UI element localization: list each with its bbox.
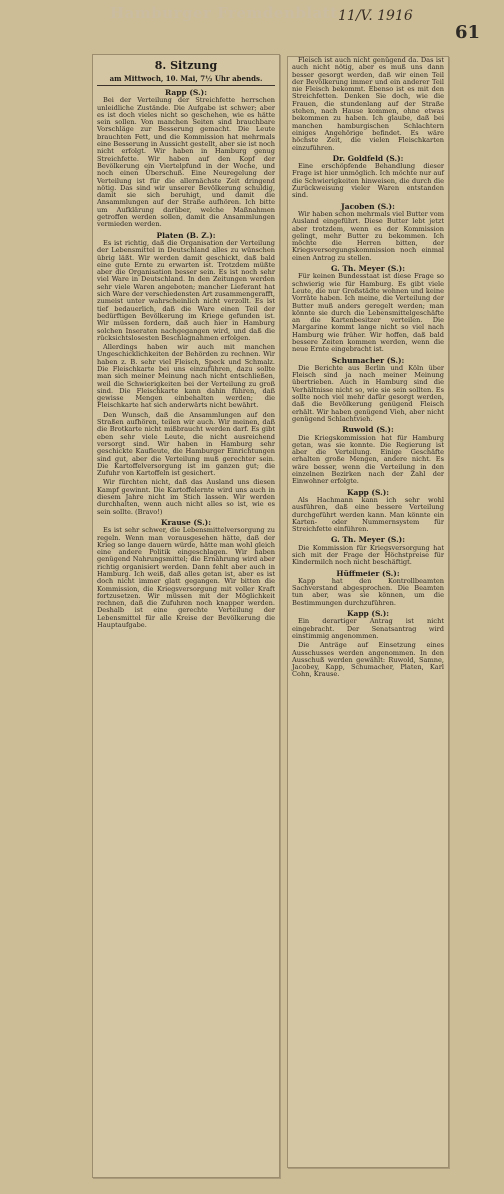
speech-paragraph: Wir fürchten nicht, daß das Ausland uns diesen Kampf gewinnt. Die Kartoffelernte wird uns auch in diesem Jahre nicht im Stich lassen. Wir werden durchhalten, wenn auch nicht alles so ist, wie es sein sollte. (Bravo!)	[97, 478, 275, 516]
speech-paragraph: Es ist richtig, daß die Organisation der Verteilung der Lebensmittel in Deutschland alles zu wünschen übrig läßt. Wir werden damit geschickt, daß bald eine gute Ernte zu erwarten ist. Trotzdem müßte aber die Organisation besser sein. Es ist noch sehr viel Ware in Deutschland. In den Zeitungen werden sehr viele Waren angeboten; mancher Lieferant hat sich Ware der verschiedensten Art zusammengerafft, zumeist unter wahrscheinlich nicht verzollt. Es ist tief bedauerlich, daß die Ware einen Teil der bedürftigen Bevölkerung im Kriege gefunden ist. Wir müssen fordern, daß auch hier in Hamburg solchen Inseraten nachgegangen wird, und daß die rücksichtslosesten Beschlagnahmen erfolgen.	[97, 238, 275, 342]
speech-paragraph: Als Hachmann kann ich sehr wohl ausführen, daß eine bessere Verteilung durchgeführt werden kann. Man könnte ein Karten- oder Nummernsystem für Streichfette einführen.	[292, 495, 444, 534]
speaker-name: Jacoben (S.):	[341, 201, 395, 211]
speaker-name: Ruwold (S.):	[342, 425, 394, 435]
speech-paragraph: Kapp hat den Kontrollbeamten Sachverstand abgesprochen. Die Beamten tun aber, was sie können, um die Bestimmungen durchzuführen.	[292, 576, 444, 607]
session-subtitle: am Mittwoch, 10. Mai, 7½ Uhr abends.	[97, 74, 275, 86]
speaker-name: Hüffmeier (S.):	[336, 568, 400, 578]
session-title: 8. Sitzung	[154, 59, 218, 72]
speaker-name: G. Th. Meyer (S.):	[330, 264, 405, 274]
speech-paragraph: Allerdings haben wir auch mit manchen Ungeschicklichkeiten der Behörden zu rechnen. Wir haben z. B. sehr viel Fleisch, Speck und Schmalz. Die Fleischkarte bei uns einzuführen, dazu sollte man sich meiner Meinung nach nicht entschließen, weil die Schwierigkeiten bei der Verteilung zu groß sind. Die Fleischkarte kann dahin führen, daß gewisse Mengen einbehalten werden; die Fleischkarte hat sich anderwärts nicht bewährt.	[97, 343, 275, 410]
speaker-name: Krause (S.):	[160, 517, 211, 527]
speech-paragraph: Die Anträge auf Einsetzung eines Ausschusses werden angenommen. In den Ausschuß werden gewählt: Ruwold, Samne, Jacobey, Kapp, Schumacher, Platen, Karl Cohn, Krause.	[292, 641, 444, 679]
speaker-name: Kapp (S.):	[346, 487, 390, 497]
speech-paragraph: Wir haben schon mehrmals viel Butter vom Ausland eingeführt. Diese Butter lebt jetzt aber trotzdem, wenn es der Kommission gelingt, mehr Butter zu bekommen. Ich möchte die Herren bitten, der Kriegsversorgungskommission noch einmal einen Antrag zu stellen.	[292, 209, 444, 262]
clipping-left	[92, 54, 280, 1178]
speaker-name: Schumacher (S.):	[331, 355, 405, 365]
clipping-right	[287, 56, 449, 1168]
speech-paragraph: Die Kriegskommission hat für Hamburg getan, was sie konnte. Die Regierung ist aber die Verteilung. Einige Geschäfte erhalten große Mengen, andere nicht. Es wäre besser, wenn die Verteilung in den einzelnen Bezirken nach der Zahl der Einwohner erfolgte.	[292, 433, 444, 486]
right-column-body	[288, 57, 448, 679]
speaker-name: Kapp (S.):	[346, 609, 390, 619]
speaker-name: Rapp (S.):	[165, 88, 207, 97]
speech-paragraph: Bei der Verteilung der Streichfette herrschen unleidliche Zustände. Die Aufgabe ist schwer; aber es ist doch vieles nicht so geschehen, wie es hätte sein sollen. Von manchen Seiten sind brauchbare Vorschläge zur Besserung gemacht. Die Leute brauchten Fett, und die Kommission hat mehrmals eine Besserung in Aussicht gestellt, aber sie ist noch nicht erfolgt. Wir haben in Hamburg genug Streichfette. Wir haben auf den Kopf der Bevölkerung ein Viertelpfund in der Woche, und noch einen Überschuß. Eine Neuregelung der Verteilung ist für die allernächste Zeit dringend nötig. Das sind wir unserer Bevölkerung schuldig, damit sie sich beruhigt, und damit die Ansammlungen auf der Straße aufhören. Ich bitte um Aufklärung darüber, welche Maßnahmen getroffen werden sollen, damit die Ansammlungen vermieden werden.	[97, 96, 275, 229]
speech-paragraph: Ein derartiger Antrag ist nicht eingebracht. Der Senatsantrag wird einstimmig angenommen.	[292, 617, 444, 640]
speech-paragraph: Fleisch ist auch nicht genügend da. Das ist auch nicht nötig, aber es muß uns dann besser gesorgt werden, daß wir einen Teil der Bevölkerung immer und ein anderer Teil nie Fleisch bekommt. Ebenso ist es mit den Streichfetten. Denken Sie doch, wie die Frauen, die stundenlang auf der Straße stehen, nach Hause kommen, ohne etwas bekommen zu haben. Ich glaube, daß bei manchen hamburgischen Schlachtern einiges Angehörige befindet. Es wäre höchste Zeit, die vielen Fleischkarten einzuführen.	[292, 56, 444, 152]
speech-paragraph: Eine erschöpfende Behandlung dieser Frage ist hier unmöglich. Ich möchte nur auf die Schwierigkeiten hinweisen, die durch die Zurückweisung vieler Waren entstanden sind.	[292, 162, 444, 200]
speech-paragraph: Die Berichte aus Berlin und Köln über Fleisch sind ja nach meiner Meinung übertrieben. Auch in Hamburg sind die Verhältnisse nicht so, wie sie sein sollten. Es sollte noch viel mehr dafür gesorgt werden, daß die Bevölkerung genügend Fleisch erhält. Wir haben genügend Vieh, aber nicht genügend Schlachtvieh.	[292, 363, 444, 423]
speech-paragraph: Die Kommission für Kriegsversorgung hat sich mit der Frage der Höchstpreise für Kindermilch noch nicht beschäftigt.	[292, 543, 444, 567]
speech-paragraph: Den Wunsch, daß die Ansammlungen auf den Straßen aufhören, teilen wir auch. Wir meinen, daß die Brotkarte nicht mißbraucht werden darf. Es gibt eben sehr viele Leute, die nicht ausreichend versorgt sind. Wir haben in Hamburg sehr geschickte Kaufleute, die Hamburger Einrichtungen sind gut, aber die Verteilung muß gerechter sein. Die Kartoffelversorgung ist im ganzen gut; die Zufuhr von Kartoffeln ist gesichert.	[97, 410, 275, 478]
speaker-name: Dr. Goldfeld (S.):	[332, 153, 404, 163]
left-column-body	[93, 89, 279, 629]
masthead: Hamburger Fremdenblatt	[110, 4, 338, 22]
handwritten-date: 11/V. 1916	[338, 8, 413, 24]
speaker-name: G. Th. Meyer (S.):	[330, 535, 405, 545]
speech-paragraph: Für keinen Bundesstaat ist diese Frage so schwierig wie für Hamburg. Es gibt viele Leute, die nur Großstädte wohnen und keine Vorräte haben. Ich meine, die Verteilung der Butter muß anders geregelt werden; man könnte sie durch die Lebensmittelgeschäfte an die Kartenbesitzer verteilen. Die Margarine kommt lange nicht so viel nach Hamburg wie früher. Wir hoffen, daß bald bessere Zeiten kommen werden, wenn die neue Ernte eingebracht ist.	[292, 272, 444, 354]
speech-paragraph: Es ist sehr schwer, die Lebensmittelversorgung zu regeln. Wenn man vorausgesehen hätte, daß der Krieg so lange dauern würde, hätte man wohl gleich eine andere Politik eingeschlagen. Wir haben genügend Nahrungsmittel; die Ernährung wird aber richtig organisiert werden. Dann fehlt aber auch in Hamburg. Ich weiß, daß alles getan ist, aber es ist doch nicht immer glatt gegangen. Wir bitten die Kommission, die Kriegsversorgung mit voller Kraft fortzusetzen. Wir müssen mit der Möglichkeit rechnen, daß die Zufuhren noch knapper werden. Deshalb ist eine gerechte Verteilung der Lebensmittel für alle Kreise der Bevölkerung die Hauptaufgabe.	[97, 526, 275, 630]
page-number: 61	[455, 22, 481, 43]
speaker-name: Platen (B. Z.):	[156, 230, 216, 240]
